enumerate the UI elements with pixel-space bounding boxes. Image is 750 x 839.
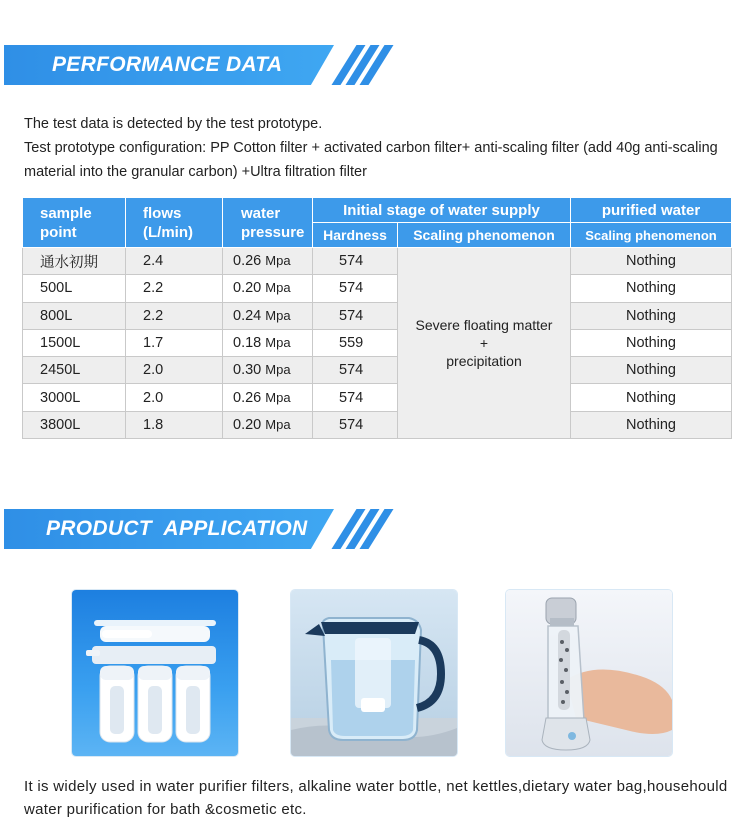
hydrogen-bottle-image	[506, 590, 672, 756]
cell-sample-point: 500L	[23, 275, 126, 302]
cell-sample-point: 通水初期	[23, 248, 126, 275]
cell-pressure	[223, 411, 313, 438]
table-row	[23, 275, 732, 302]
pressure-unit: Mpa	[265, 253, 291, 269]
header-initial-stage: Initial stage of water supply	[313, 198, 571, 223]
cell-flow: 1.7	[126, 329, 223, 356]
cell-hardness: 559	[313, 329, 398, 356]
header-scaling: Scaling phenomenon	[398, 223, 571, 248]
cell-sample-point: 3800L	[23, 411, 126, 438]
cell-purified-scaling: Nothing	[571, 384, 732, 411]
header-hardness: Hardness	[313, 223, 398, 248]
cell-pressure	[223, 329, 313, 356]
scaling-line: precipitation	[446, 353, 522, 369]
cell-purified-scaling: Nothing	[571, 411, 732, 438]
pressure-value: 0.18	[233, 334, 262, 351]
water-pitcher-image	[291, 590, 457, 756]
pressure-unit: Mpa	[265, 280, 291, 296]
cell-flow: 2.4	[126, 248, 223, 275]
cell-hardness: 574	[313, 248, 398, 275]
cell-hardness: 574	[313, 411, 398, 438]
performance-title: PERFORMANCE DATA	[52, 53, 283, 76]
pressure-value: 0.30	[233, 362, 262, 379]
cell-purified-scaling: Nothing	[571, 275, 732, 302]
pressure-value: 0.20	[233, 416, 262, 433]
cell-purified-scaling: Nothing	[571, 248, 732, 275]
intro-text	[24, 112, 734, 184]
pressure-value: 0.24	[233, 307, 262, 324]
performance-table	[22, 197, 732, 439]
application-title: PRODUCT APPLICATION	[46, 517, 308, 540]
cell-sample-point: 1500L	[23, 329, 126, 356]
cell-purified-scaling: Nothing	[571, 302, 732, 329]
table-row	[23, 329, 732, 356]
header-purified-water: purified water	[571, 198, 732, 223]
cell-purified-scaling: Nothing	[571, 329, 732, 356]
cell-hardness: 574	[313, 302, 398, 329]
table-row	[23, 411, 732, 438]
cell-sample-point: 2450L	[23, 357, 126, 384]
table-row	[23, 384, 732, 411]
cell-sample-point: 3000L	[23, 384, 126, 411]
header-water-pressure: water pressure	[223, 198, 313, 248]
intro-line-2: Test prototype configuration: PP Cotton filter + activated carbon filter+ anti-scaling filter (add 40g anti-scaling material into the granular carbon) +Ultra filtration filter	[24, 140, 718, 180]
cell-flow: 2.0	[126, 384, 223, 411]
table-row	[23, 302, 732, 329]
pressure-unit: Mpa	[265, 416, 291, 432]
pressure-value: 0.20	[233, 280, 262, 297]
cell-pressure	[223, 302, 313, 329]
pressure-unit: Mpa	[265, 307, 291, 323]
cell-flow: 2.2	[126, 302, 223, 329]
cell-hardness: 574	[313, 357, 398, 384]
cell-pressure	[223, 275, 313, 302]
header-purified-scaling: Scaling phenomenon	[571, 223, 732, 248]
cell-pressure	[223, 357, 313, 384]
table-row	[23, 248, 732, 275]
header-sample-point: sample point	[23, 198, 126, 248]
cell-hardness: 574	[313, 384, 398, 411]
intro-line-1: The test data is detected by the test prototype.	[24, 116, 323, 132]
pressure-unit: Mpa	[265, 362, 291, 378]
cell-flow: 2.0	[126, 357, 223, 384]
performance-banner	[0, 45, 400, 85]
cell-purified-scaling: Nothing	[571, 357, 732, 384]
usage-text: It is widely used in water purifier filters, alkaline water bottle, net kettles,dietary water bag,househould water purification for bath &cosmetic etc.	[24, 778, 728, 818]
cell-flow: 1.8	[126, 411, 223, 438]
cell-scaling-merged	[398, 248, 571, 439]
scaling-line: +	[479, 335, 489, 351]
application-banner	[0, 509, 400, 549]
pressure-value: 0.26	[233, 389, 262, 406]
pressure-value: 0.26	[233, 253, 262, 270]
header-flows: flows (L/min)	[126, 198, 223, 248]
water-filter-image	[72, 590, 238, 756]
cell-pressure	[223, 248, 313, 275]
cell-pressure	[223, 384, 313, 411]
scaling-line: Severe floating matter	[415, 317, 553, 333]
pressure-unit: Mpa	[265, 334, 291, 350]
pressure-unit: Mpa	[265, 389, 291, 405]
table-row	[23, 357, 732, 384]
cell-sample-point: 800L	[23, 302, 126, 329]
cell-flow: 2.2	[126, 275, 223, 302]
cell-hardness: 574	[313, 275, 398, 302]
